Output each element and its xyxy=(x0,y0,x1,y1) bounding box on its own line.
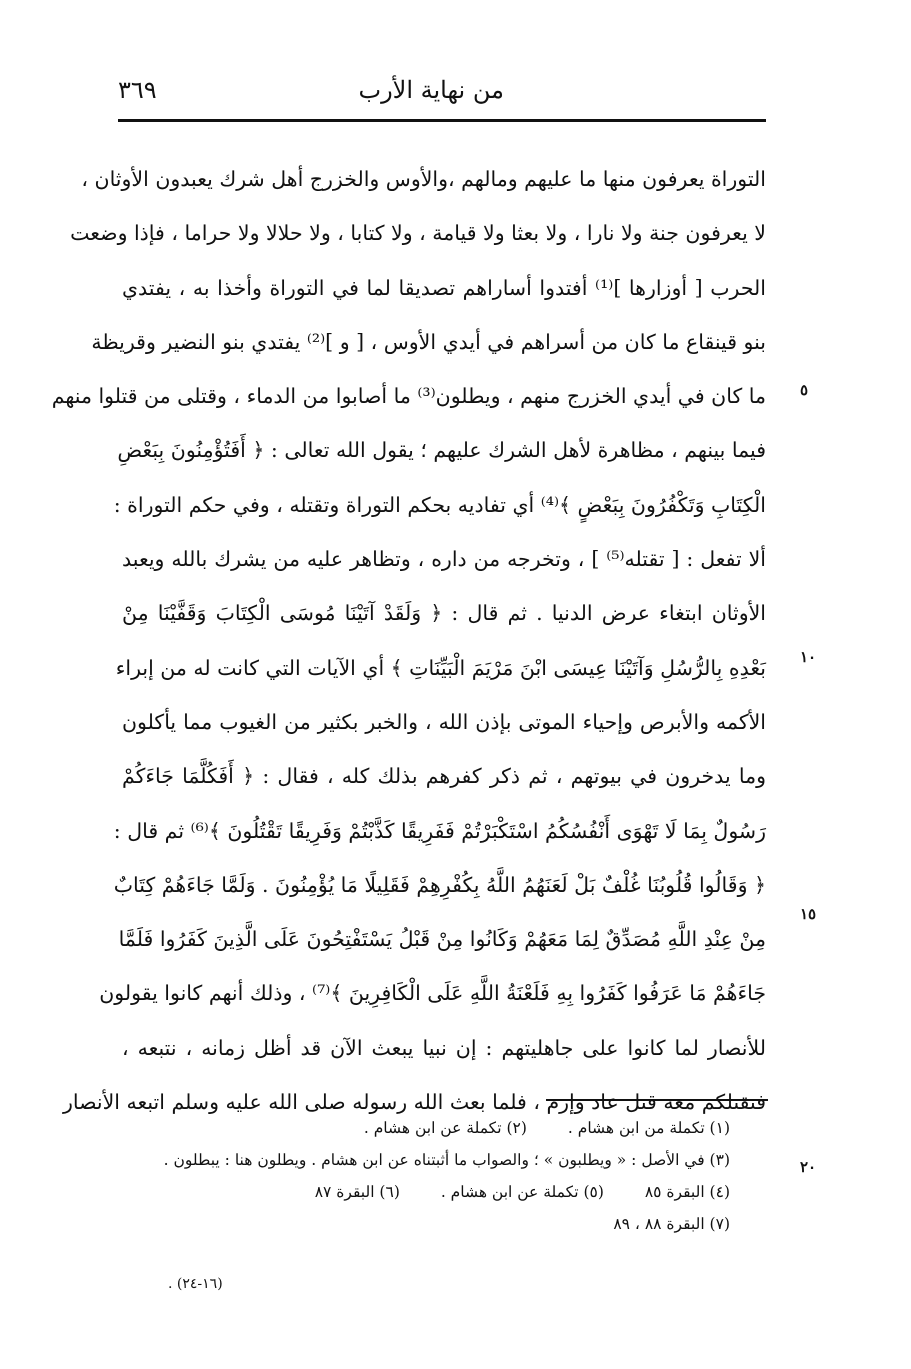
text-line: للأنصار لما كانوا على جاهليتهم : إن نبيا يبعث الآن قد أظل زمانه ، نتبعه ، xyxy=(122,1035,766,1060)
footnote-row xyxy=(130,1144,730,1176)
footnotes xyxy=(130,1112,730,1240)
text-line: فنقتلكم معه قتل عاد وإرم ، فلما بعث الله رسوله صلى الله عليه وسلم اتبعه الأنصار xyxy=(62,1090,766,1115)
text-line: رَسُولٌ بِمَا لَا تَهْوَى أَنْفُسُكُمُ اسْتَكْبَرْتُمْ فَفَرِيقًا كَذَّبْتُمْ وَفَرِيقًا تَقْتُلُونَ ﴾⁽⁶⁾ ثم قال : xyxy=(113,818,766,843)
margin-line-number: ٢٠ xyxy=(800,1158,817,1176)
text-line: مِنْ عِنْدِ اللَّهِ مُصَدِّقٌ لِمَا مَعَهُمْ وَكَانُوا مِنْ قَبْلُ يَسْتَفْتِحُونَ عَلَى الَّذِينَ كَفَرُوا فَلَمَّا xyxy=(118,927,766,952)
body-text xyxy=(51,152,767,1129)
text-line: التوراة يعرفون منها ما عليهم ومالهم ،والأوس والخزرج أهل شرك يعبدون الأوثان ، xyxy=(81,167,766,191)
text-line: الأكمه والأبرص وإحياء الموتى بإذن الله ، والخبر بكثير من الغيوب مما يأكلون xyxy=(122,709,766,734)
text-line: وما يدخرون في بيوتهم ، ثم ذكر كفرهم بذلك كله ، فقال : ﴿ أَفَكُلَّمَا جَاءَكُمْ xyxy=(122,764,766,789)
margin-line-number: ٥ xyxy=(800,381,809,399)
text-line: لا يعرفون جنة ولا نارا ، ولا بعثا ولا قيامة ، ولا كتابا ، ولا حلالا ولا حراما ، فإذا وضعت xyxy=(70,221,766,246)
text-line: الحرب [ أوزارها ]⁽¹⁾ أفتدوا أساراهم تصديقا لما في التوراة وأخذا به ، يفتدي xyxy=(122,275,767,300)
page-header xyxy=(118,72,766,112)
text-line: فيما بينهم ، مظاهرة لأهل الشرك عليهم ؛ يقول الله تعالى : ﴿ أَفَتُؤْمِنُونَ بِبَعْضِ xyxy=(117,438,766,463)
header-rule xyxy=(118,119,766,122)
footnote-rule xyxy=(546,1099,768,1101)
text-line: ما كان في أيدي الخزرج منهم ، ويطلون⁽³⁾ ما أصابوا من الدماء ، وقتلى من قتلوا منهم xyxy=(51,384,766,409)
footnote-row xyxy=(130,1208,730,1240)
text-line: بَعْدِهِ بِالرُّسُلِ وَآتَيْنَا عِيسَى ابْنَ مَرْيَمَ الْبَيِّنَاتِ ﴾ أي الآيات التي كانت له من إبراء xyxy=(115,655,766,680)
footnote: (١) تكملة من ابن هشام . xyxy=(567,1119,730,1137)
footnote: (٥) تكملة عن ابن هشام . xyxy=(440,1183,604,1201)
text-line: الْكِتَابِ وَتَكْفُرُونَ بِبَعْضٍ ﴾⁽⁴⁾ أي تفاديه بحكم التوراة وتقتله ، وفي حكم التوراة : xyxy=(113,492,766,517)
footnote-row xyxy=(130,1112,730,1144)
footnote: (٧) البقرة ٨٨ ، ٨٩ xyxy=(613,1215,730,1233)
text-line: جَاءَهُمْ مَا عَرَفُوا كَفَرُوا بِهِ فَلَعْنَةُ اللَّهِ عَلَى الْكَافِرِينَ ﴾⁽⁷⁾ ، وذلك أنهم كانوا يقولون xyxy=(99,981,766,1006)
margin-line-number: ١٥ xyxy=(800,905,817,923)
running-title: من نهاية الأرب xyxy=(358,76,504,104)
footnote: (٦) البقرة ٨٧ xyxy=(314,1183,400,1201)
footnote-row xyxy=(130,1176,730,1208)
page-number: ٣٦٩ xyxy=(118,76,157,104)
printer-signature: (١٦-٢٤) . xyxy=(168,1276,223,1292)
footnote: (٣) في الأصل : « ويطلبون » ؛ والصواب ما أثبتناه عن ابن هشام . ويطلون هنا : يبطلون . xyxy=(163,1151,730,1169)
text-line: الأوثان ابتغاء عرض الدنيا . ثم قال : ﴿ وَلَقَدْ آتَيْنَا مُوسَى الْكِتَابَ وَقَفَّيْنَا مِنْ xyxy=(122,601,766,626)
text-line: ألا تفعل : [ تقتله⁽⁵⁾ ] ، وتخرجه من داره ، وتظاهر عليه من يشرك بالله ويعبد xyxy=(122,547,767,572)
text-line: بنو قينقاع ما كان من أسراهم في أيدي الأوس ، [ و ]⁽²⁾ يفتدي بنو النضير وقريظة xyxy=(91,329,766,354)
footnote: (٤) البقرة ٨٥ xyxy=(644,1183,730,1201)
footnote: (٢) تكملة عن ابن هشام . xyxy=(363,1119,527,1137)
margin-line-number: ١٠ xyxy=(800,648,817,666)
text-line: ﴿ وَقَالُوا قُلُوبُنَا غُلْفٌ بَلْ لَعَنَهُمُ اللَّهُ بِكُفْرِهِمْ فَقَلِيلًا مَا يُؤْمِنُونَ . وَلَمَّا جَاءَهُمْ كِتَابٌ xyxy=(113,872,766,897)
